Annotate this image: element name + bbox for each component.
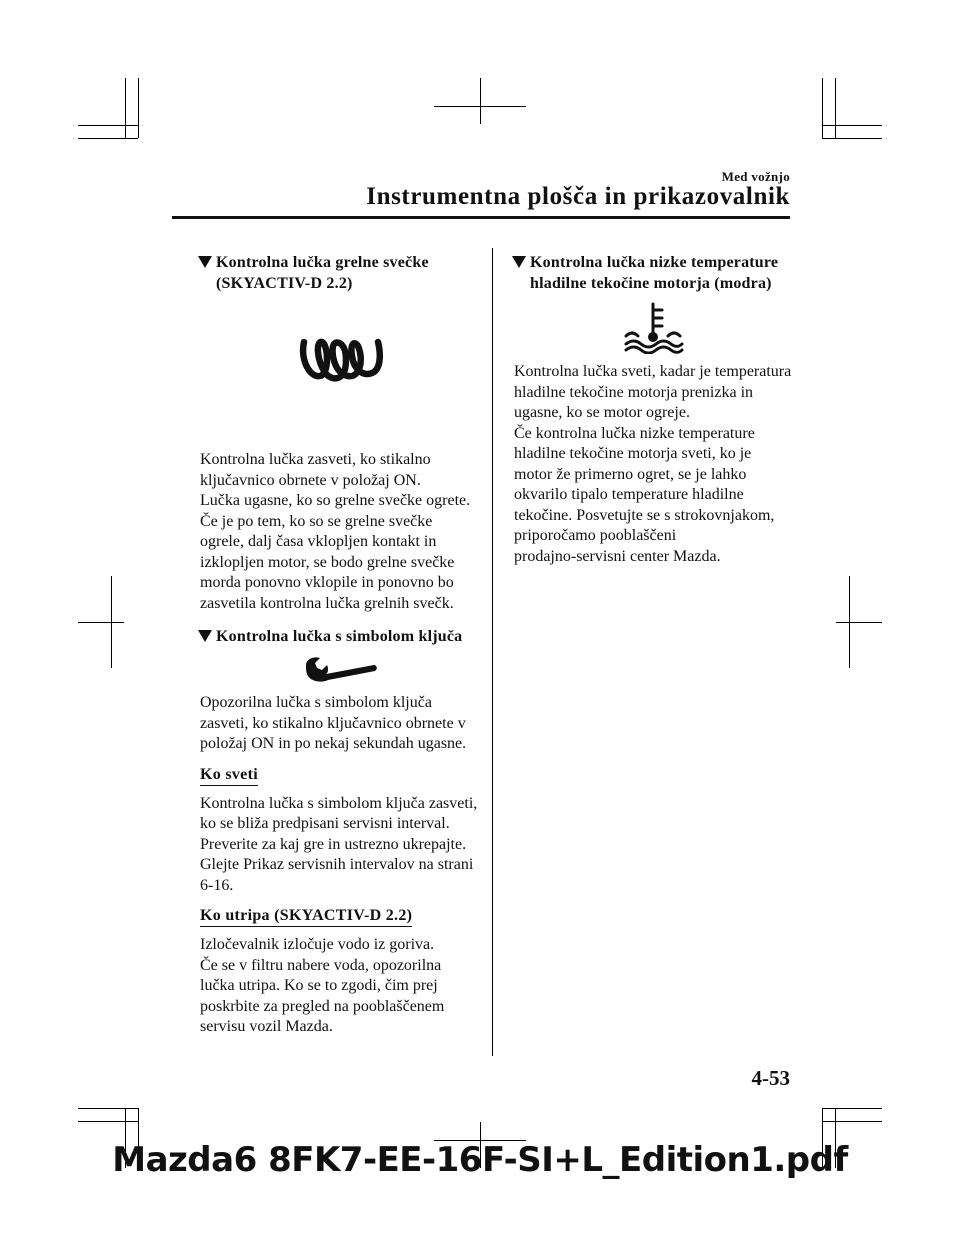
triangle-bullet-icon xyxy=(512,256,526,268)
section-label: Med vožnjo xyxy=(721,169,790,184)
subheading-ko-sveti: Ko sveti xyxy=(200,765,482,786)
right-column xyxy=(514,252,792,567)
triangle-bullet-icon xyxy=(198,256,212,268)
column-divider xyxy=(492,248,493,1056)
ko-sveti-text: Kontrolna lučka s simbolom ključa zasveti, ko se bliža predpisani servisni interval. Preverite za kaj gre in ustrezno ukrepajte. Glejte Prikaz servisnih intervalov na strani 6-16. xyxy=(200,794,478,894)
footer-filename: Mazda6 8FK7-EE-16F-SI+L_Edition1.pdf xyxy=(112,1140,848,1180)
header-rule xyxy=(172,216,790,219)
coolant-heading: Kontrolna lučka nizke temperature hladilne tekočine motorja (modra) xyxy=(514,252,792,294)
left-column xyxy=(200,252,482,1038)
subheading-ko-utripa: Ko utripa (SKYACTIV-D 2.2) xyxy=(200,906,482,927)
wrench-icon xyxy=(200,655,482,685)
ko-utripa-text: Izločevalnik izločuje vodo iz goriva. Če se v filtru nabere voda, opozorilna lučka utripa. Ko se to zgodi, čim prej poskrbite za pregled na pooblaščenem servisu vozil Mazda. xyxy=(200,936,445,1035)
wrench-text: Opozorilna lučka s simbolom ključa zasveti, ko stikalno ključavnico obrnete v položaj ON in po nekaj sekundah ugasne. xyxy=(200,694,467,752)
glow-plug-text: Kontrolna lučka zasveti, ko stikalno ključavnico obrnete v položaj ON. Lučka ugasne, ko so grelne svečke ogrete. Če je po tem, ko so se grelne svečke ogrele, dalj časa vklopljen kontakt in izklopljen motor, se bodo grelne svečke morda ponovno vklopile in ponovno bo zasvetila kontrolna lučka grelnih svečk. xyxy=(200,451,471,612)
coolant-temperature-icon xyxy=(514,300,792,356)
chapter-title: Instrumentna plošča in prikazovalnik xyxy=(366,183,790,210)
coolant-text: Kontrolna lučka sveti, kadar je temperatura hladilne tekočine motorja prenizka in ugasne, ko se motor ogreje. Če kontrolna lučka nizke temperature hladilne tekočine motorja sveti, ko je motor že primerno ogret, se je lahko okvarilo tipalo temperature hladilne tekočine. Posvetujte se s strokovnjakom, priporočamo pooblaščeni prodajno-servisni center Mazda. xyxy=(514,363,792,565)
wrench-heading: Kontrolna lučka s simbolom ključa xyxy=(200,626,482,647)
glow-plug-heading: Kontrolna lučka grelne svečke (SKYACTIV-D 2.2) xyxy=(200,252,482,294)
page-number: 4-53 xyxy=(751,1066,790,1090)
triangle-bullet-icon xyxy=(198,630,212,642)
glow-plug-coil-icon xyxy=(200,330,482,390)
